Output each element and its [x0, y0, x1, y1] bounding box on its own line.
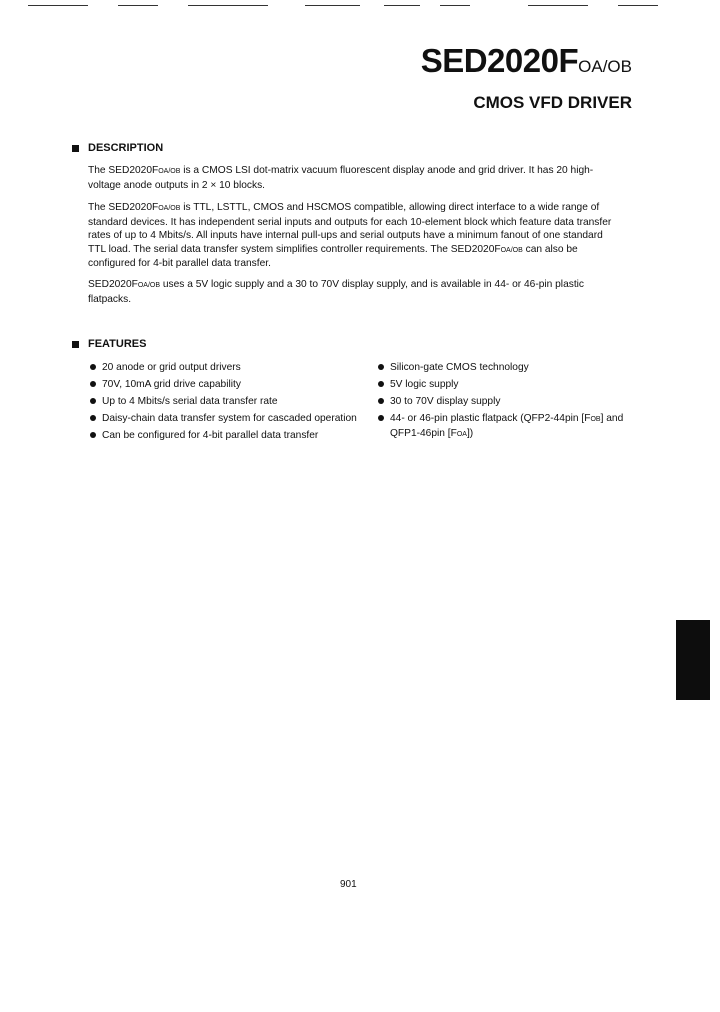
description-paragraph-2 — [88, 201, 618, 271]
features-list-left — [88, 361, 358, 446]
square-bullet-icon — [72, 145, 79, 152]
list-item — [376, 412, 636, 441]
list-item — [376, 395, 636, 409]
bullet-icon — [378, 398, 384, 404]
square-bullet-icon — [72, 341, 79, 348]
text-subscript: OA/OB — [137, 282, 161, 289]
text-run: can also be configured for 4-bit parallel data transfer. — [88, 243, 578, 269]
feature-text: 70V, 10mA grid drive capability — [102, 379, 241, 390]
scan-mark — [618, 5, 658, 6]
list-item — [88, 412, 358, 426]
title-main: SED2020F — [420, 42, 579, 79]
text-run: The SED2020F — [88, 202, 159, 213]
features-heading — [72, 338, 146, 350]
bullet-icon — [378, 381, 384, 387]
list-item — [88, 395, 358, 409]
text-subscript: OB — [590, 416, 601, 423]
feature-text: ] and QFP1-46pin [F — [390, 413, 624, 439]
feature-text: Can be configured for 4-bit parallel data transfer — [102, 430, 319, 441]
features-list-right — [376, 361, 636, 445]
scan-mark — [28, 5, 88, 6]
scan-mark — [305, 5, 360, 6]
section-thumb-tab — [676, 620, 710, 700]
scan-mark — [528, 5, 588, 6]
text-run: is TTL, LSTTL, CMOS and HSCMOS compatible, allowing direct interface to a wide range of standard devices. It has independent serial inputs and outputs for each 10-element block which feature data transfer rates of up to 4 Mbits/s. All inputs have internal pull-ups and serial outputs have a minimum fanout of one standard TTL load. The serial data transfer system simplifies controller requirements. The SED2020F — [88, 202, 612, 255]
text-subscript: OA — [456, 430, 467, 438]
text-subscript: OA/OB — [158, 205, 181, 212]
text-subscript: OA/OB — [158, 168, 181, 175]
text-run: The SED2020F — [88, 165, 159, 176]
description-paragraph-1 — [88, 164, 618, 192]
scan-mark — [440, 5, 470, 6]
bullet-icon — [378, 415, 384, 421]
text-run: uses a 5V logic supply and a 30 to 70V display supply, and is available in 44- or 46-pin plastic flatpacks. — [88, 279, 585, 305]
bullet-icon — [90, 398, 96, 404]
page-title — [421, 42, 632, 80]
title-suffix: OA/OB — [578, 57, 632, 76]
bullet-icon — [90, 381, 96, 387]
list-item — [88, 361, 358, 375]
features-heading-text: FEATURES — [88, 338, 147, 350]
list-item — [88, 378, 358, 392]
feature-text: Daisy-chain data transfer system for cascaded operation — [102, 413, 357, 424]
feature-text: 5V logic supply — [390, 379, 459, 390]
scan-mark — [118, 5, 158, 6]
bullet-icon — [378, 364, 384, 370]
feature-text: ]) — [466, 427, 474, 439]
description-heading — [72, 142, 163, 154]
list-item — [88, 429, 358, 443]
scan-mark — [188, 5, 268, 6]
feature-text: 30 to 70V display supply — [390, 396, 501, 407]
bullet-icon — [90, 415, 96, 421]
feature-text: Up to 4 Mbits/s serial data transfer rate — [102, 396, 278, 407]
page-number: 901 — [340, 879, 357, 890]
feature-text: 44- or 46-pin plastic flatpack (QFP2-44pin [F — [390, 413, 591, 424]
description-paragraph-3 — [88, 278, 618, 306]
list-item — [376, 361, 636, 375]
text-run: is a CMOS LSI dot-matrix vacuum fluorescent display anode and grid driver. It has 20 high-voltage anode outputs in 2 × 10 blocks. — [88, 165, 594, 191]
feature-text: 20 anode or grid output drivers — [102, 362, 241, 373]
list-item — [376, 378, 636, 392]
feature-text: Silicon-gate CMOS technology — [390, 362, 529, 373]
description-heading-text: DESCRIPTION — [88, 142, 164, 154]
bullet-icon — [90, 364, 96, 370]
page-subtitle: CMOS VFD DRIVER — [473, 93, 632, 112]
scan-mark — [384, 5, 420, 6]
text-run: SED2020F — [88, 279, 138, 290]
bullet-icon — [90, 432, 96, 438]
text-subscript: OA/OB — [500, 246, 523, 254]
